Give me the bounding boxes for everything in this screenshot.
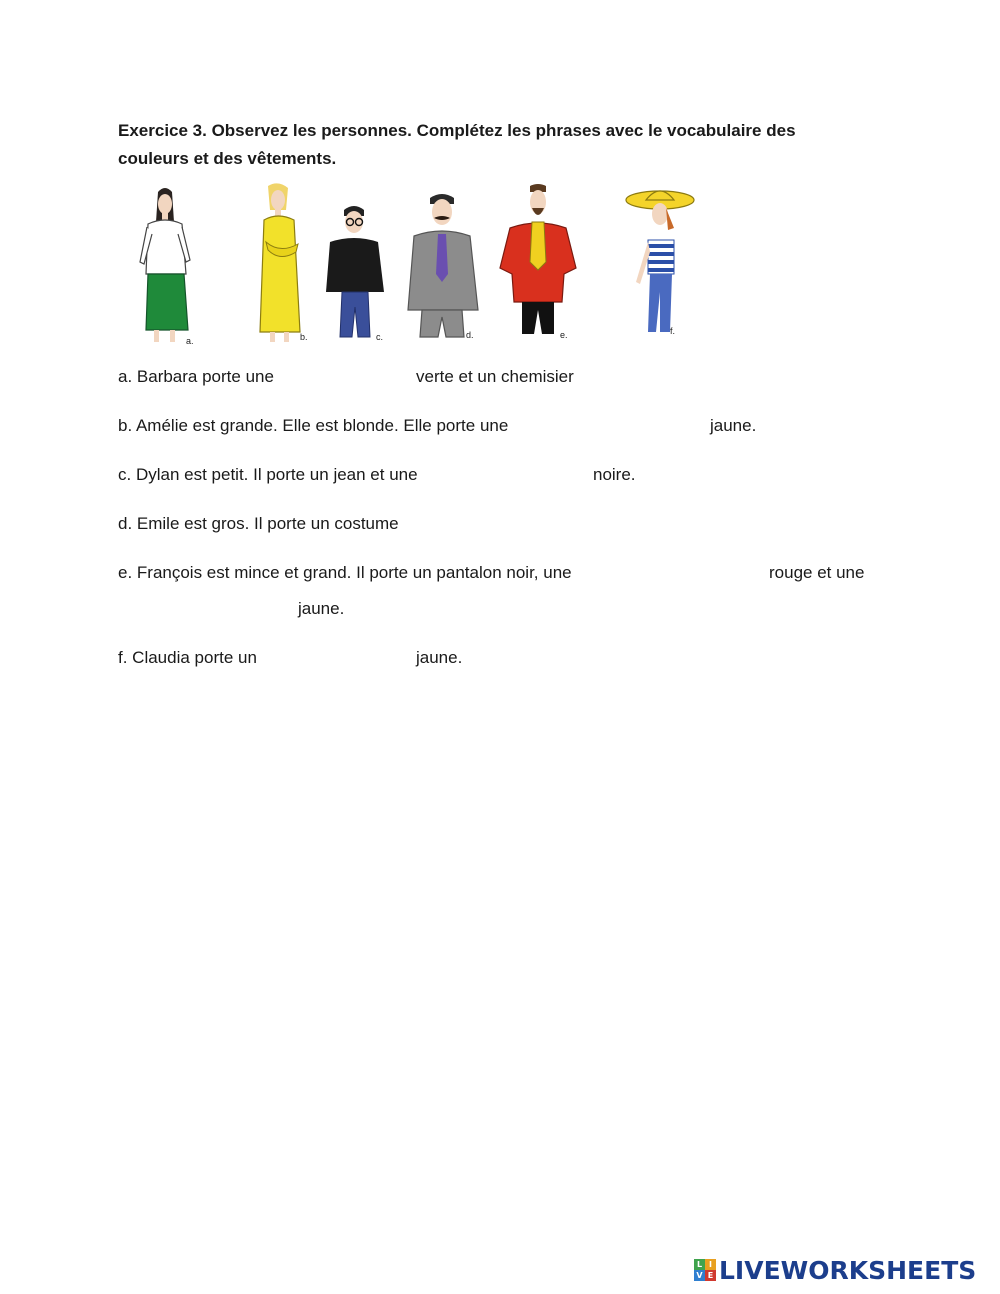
exercise-title-line-2: couleurs et des vêtements. (118, 149, 337, 168)
figure-e-scarf (530, 222, 546, 270)
sentence-c-end: noire. (593, 465, 636, 484)
figure-label-f: f. (670, 326, 676, 336)
exercise-title-line-1: Exercice 3. Observez les personnes. Complétez les phrases avec le vocabulaire des (118, 121, 796, 140)
sentence-e-start: e. François est mince et grand. Il porte un pantalon noir, une (118, 563, 572, 582)
figure-f-jeans (648, 274, 672, 332)
sentence-b-end: jaune. (710, 416, 757, 435)
figure-b-dress (260, 216, 300, 332)
badge-letter-i: I (705, 1259, 716, 1270)
figure-a-skirt (146, 274, 188, 330)
liveworksheets-badge-icon (694, 1259, 716, 1281)
figure-e-francois (500, 184, 576, 334)
figure-label-b: b. (300, 332, 308, 342)
figure-c-jumper (326, 238, 384, 292)
sentence-d: d. Emile est gros. Il porte un costume (118, 514, 399, 533)
sentence-c-start: c. Dylan est petit. Il porte un jean et une (118, 465, 418, 484)
figure-a-barbara (140, 188, 190, 342)
figure-label-d: d. (466, 330, 474, 340)
sentence-a-end: verte et un chemisier (416, 367, 574, 386)
figure-d-emile (408, 194, 478, 337)
liveworksheets-wordmark: LIVEWORKSHEETS (719, 1255, 977, 1285)
figure-c-dylan (326, 206, 384, 337)
exercise-title (118, 117, 888, 173)
sentence-f-end: jaune. (416, 648, 463, 667)
sentence-b-start: b. Amélie est grande. Elle est blonde. Elle porte une (118, 416, 509, 435)
figure-b-amelie (260, 183, 300, 342)
sentence-e-middle: rouge et une (769, 563, 865, 582)
sentence-f-start: f. Claudia porte un (118, 648, 257, 667)
badge-letter-l: L (694, 1259, 705, 1270)
people-illustration (130, 182, 710, 347)
figure-f-claudia (626, 191, 694, 332)
sentence-e-end: jaune. (298, 599, 345, 618)
figure-c-jeans (340, 292, 370, 337)
liveworksheets-logo (694, 1256, 976, 1284)
badge-letter-v: V (694, 1270, 705, 1281)
figure-label-e: e. (560, 330, 568, 340)
badge-letter-e: E (705, 1270, 716, 1281)
figure-label-c: c. (376, 332, 384, 342)
figure-label-a: a. (186, 336, 194, 346)
sentence-a-start: a. Barbara porte une (118, 367, 274, 386)
